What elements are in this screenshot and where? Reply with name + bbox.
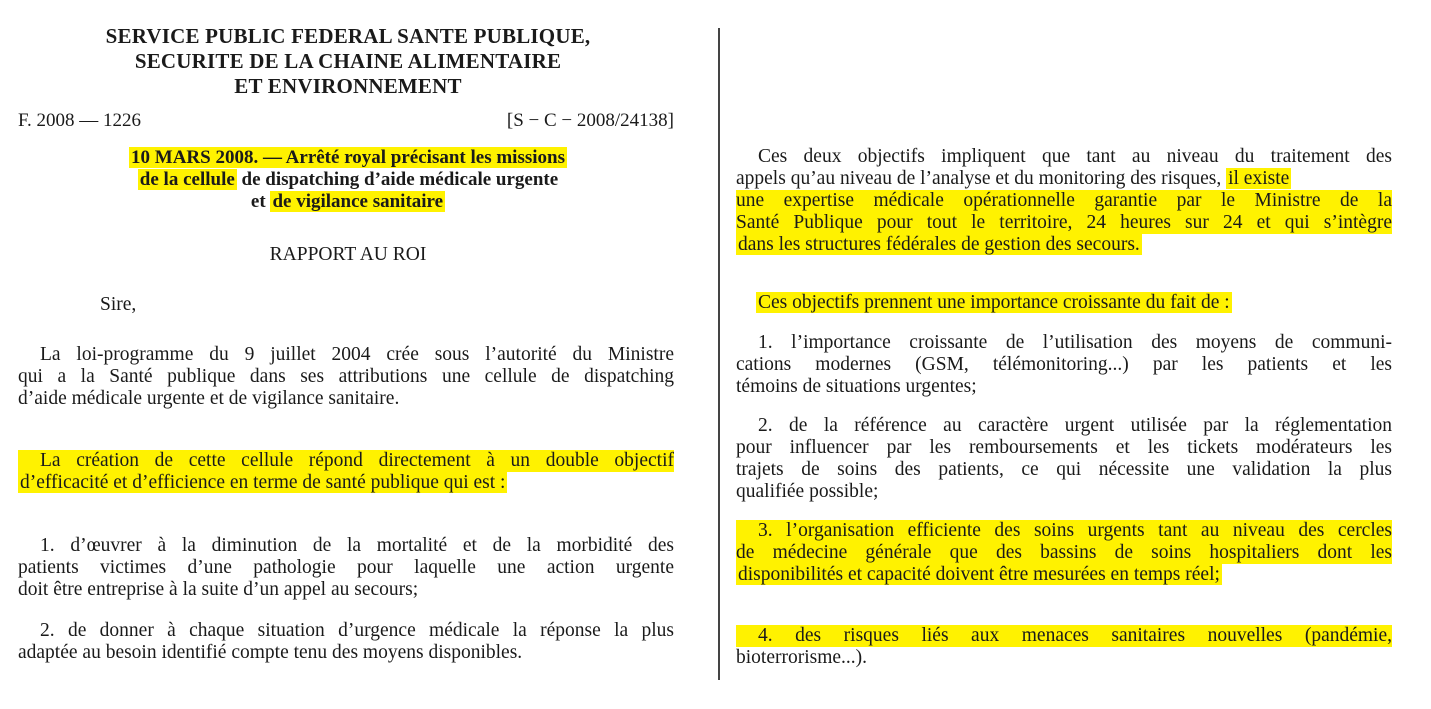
salutation: Sire, bbox=[100, 294, 137, 315]
text-line: 1. d’œuvrer à la diminution de la mortalité et de la morbidité des bbox=[40, 535, 674, 556]
left-paragraph-2-highlighted bbox=[18, 450, 674, 494]
text-line: bioterrorisme...). bbox=[736, 647, 868, 668]
highlighted-text: dans les structures fédérales de gestion des secours. bbox=[738, 234, 1140, 255]
reference-number: F. 2008 — 1226 bbox=[18, 110, 142, 131]
header-line-2: SECURITE DE LA CHAINE ALIMENTAIRE bbox=[134, 49, 562, 73]
text-line: cations modernes (GSM, télémonitoring...) par les patients et les bbox=[736, 354, 1392, 375]
right-paragraph-1 bbox=[736, 146, 1392, 256]
text-line: patients victimes d’une pathologie pour laquelle une action urgente bbox=[18, 557, 674, 578]
title-line-2-rest: de dispatching d’aide médicale urgente bbox=[236, 169, 559, 190]
text-line bbox=[18, 472, 674, 494]
text-line: témoins de situations urgentes; bbox=[736, 376, 977, 397]
text-line: La loi-programme du 9 juillet 2004 crée sous l’autorité du Ministre bbox=[40, 344, 674, 365]
left-paragraph-3 bbox=[18, 535, 674, 601]
text-line bbox=[736, 234, 1392, 256]
title-line-1: 10 MARS 2008. — Arrêté royal précisant les missions bbox=[131, 147, 565, 168]
header-line-3: ET ENVIRONNEMENT bbox=[234, 74, 462, 98]
text-line: 1. l’importance croissante de l’utilisation des moyens de communi- bbox=[758, 332, 1392, 353]
text-line: d’aide médicale urgente et de vigilance sanitaire. bbox=[18, 388, 400, 409]
text-line: trajets de soins des patients, ce qui nécessite une validation la plus bbox=[736, 459, 1392, 480]
text-line: qualifiée possible; bbox=[736, 481, 879, 502]
text-line: 4. des risques liés aux menaces sanitaires nouvelles (pandémie, bbox=[736, 625, 1392, 647]
reference-code: [S − C − 2008/24138] bbox=[506, 110, 674, 131]
title-line-3-highlight: de vigilance sanitaire bbox=[272, 191, 444, 212]
text-line bbox=[736, 564, 1392, 586]
right-paragraph-5-highlighted bbox=[736, 520, 1392, 586]
highlighted-text: disponibilités et capacité doivent être mesurées en temps réel; bbox=[738, 564, 1220, 585]
highlighted-text: il existe bbox=[1228, 168, 1290, 189]
text-line: pour influencer par les remboursements et les tickets modérateurs les bbox=[736, 437, 1392, 458]
left-paragraph-4 bbox=[18, 620, 674, 664]
text-line: qui a la Santé publique dans ses attributions une cellule de dispatching bbox=[18, 366, 674, 387]
decree-title bbox=[18, 147, 678, 213]
text-line: 2. de la référence au caractère urgent utilisée par la réglementation bbox=[758, 415, 1392, 436]
right-paragraph-3 bbox=[736, 332, 1392, 398]
text-line: La création de cette cellule répond directement à un double objectif bbox=[18, 450, 674, 472]
right-paragraph-6 bbox=[736, 625, 1392, 669]
text-line: Ces deux objectifs impliquent que tant au niveau du traitement des bbox=[758, 146, 1392, 167]
text-line: Santé Publique pour tout le territoire, 24 heures sur 24 et qui s’intègre bbox=[736, 212, 1392, 233]
ministry-header bbox=[18, 24, 678, 99]
header-line-1: SERVICE PUBLIC FEDERAL SANTE PUBLIQUE, bbox=[105, 24, 591, 48]
text-line: 2. de donner à chaque situation d’urgence médicale la réponse la plus bbox=[40, 620, 674, 641]
right-paragraph-4 bbox=[736, 415, 1392, 503]
highlighted-text: Ces objectifs prennent une importance croissante du fait de : bbox=[758, 292, 1230, 313]
right-paragraph-2-highlighted bbox=[756, 292, 1232, 314]
highlighted-text: d’efficacité et d’efficience en terme de santé publique qui est : bbox=[20, 472, 506, 493]
report-heading: RAPPORT AU ROI bbox=[269, 244, 427, 265]
left-paragraph-1 bbox=[18, 344, 674, 410]
text-line bbox=[736, 168, 1392, 190]
column-divider bbox=[718, 28, 720, 680]
title-line-3-start: et bbox=[250, 191, 271, 212]
text-line: une expertise médicale opérationnelle garantie par le Ministre de la bbox=[736, 190, 1392, 211]
title-line-2-highlight: de la cellule bbox=[139, 169, 235, 190]
text-line: 3. l’organisation efficiente des soins urgents tant au niveau des cercles bbox=[736, 520, 1392, 542]
plain-text: appels qu’au niveau de l’analyse et du monitoring des risques, bbox=[736, 168, 1227, 189]
text-line: doit être entreprise à la suite d’un appel au secours; bbox=[18, 579, 419, 600]
text-line: adaptée au besoin identifié compte tenu des moyens disponibles. bbox=[18, 642, 523, 663]
text-line: de médecine générale que des bassins de soins hospitaliers dont les bbox=[736, 542, 1392, 563]
